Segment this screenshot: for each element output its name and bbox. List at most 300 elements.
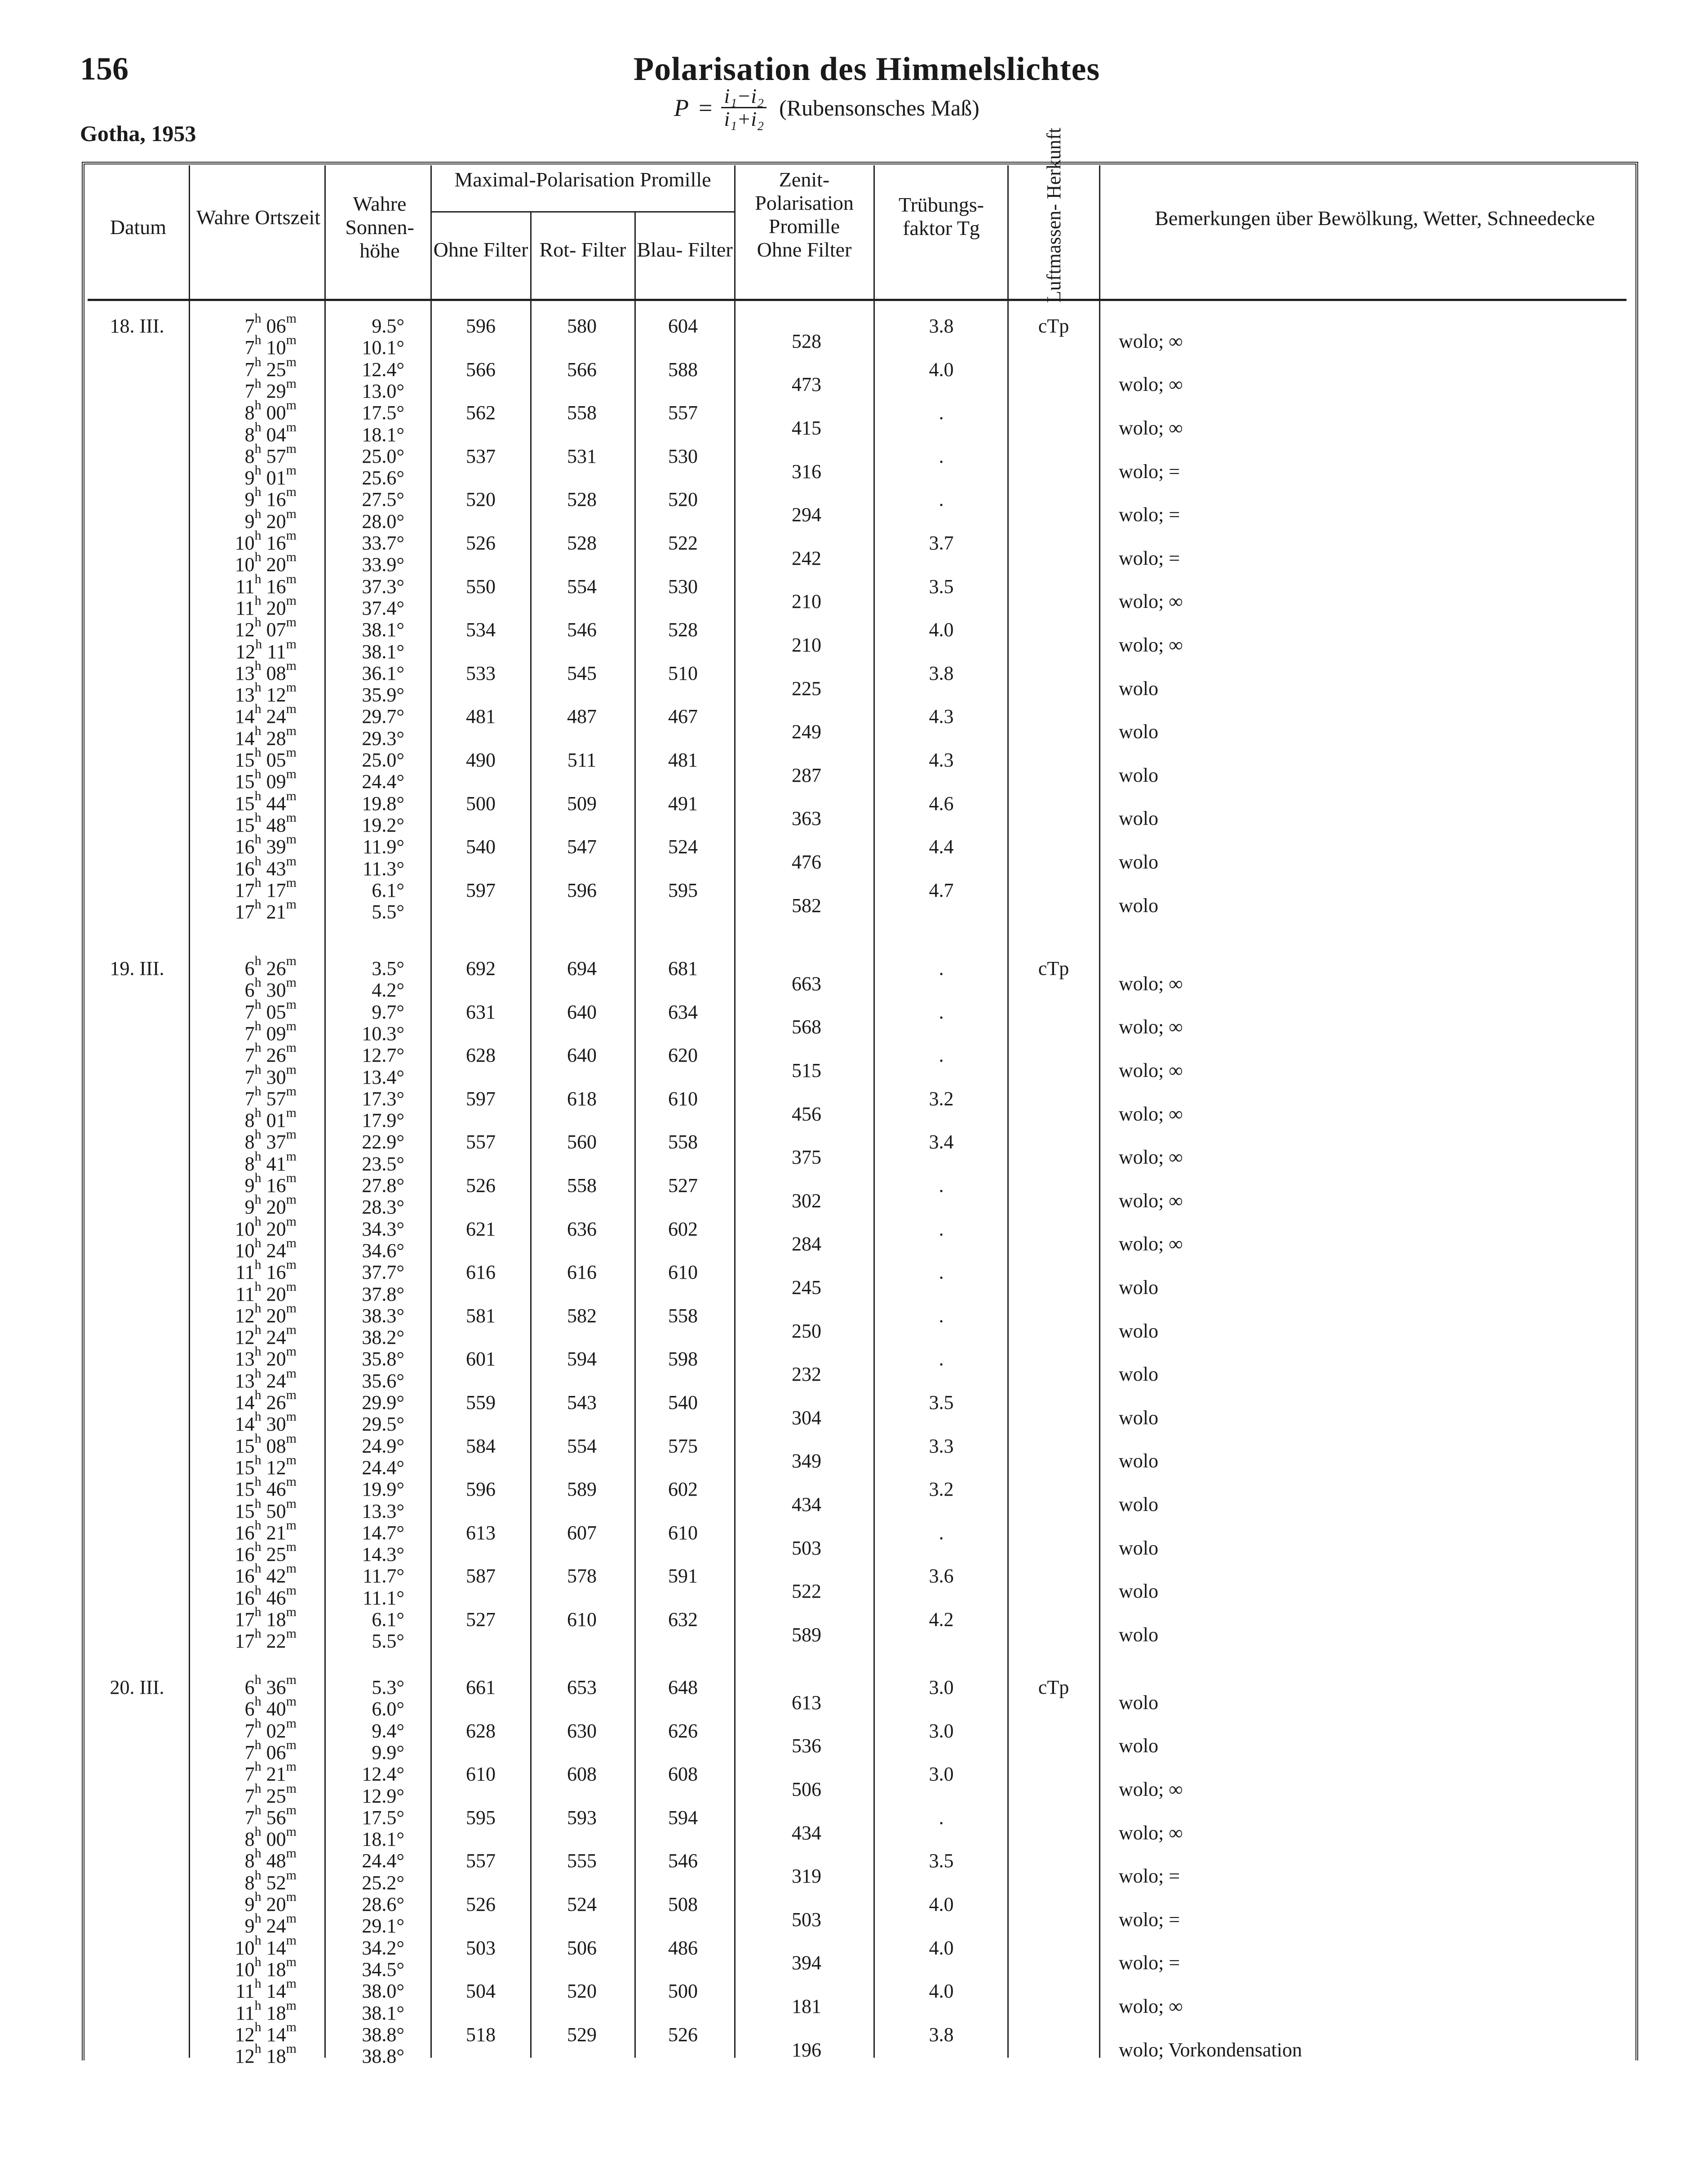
- zenit-cell: 589: [792, 1623, 821, 1646]
- zenit-cell: 287: [792, 764, 821, 786]
- time-cell: 16$^h$ 46$^m$: [235, 1582, 297, 1609]
- pol-ohne-cell: 610: [466, 1763, 496, 1785]
- pol-blau-cell: 608: [668, 1763, 698, 1785]
- header-rule: [88, 299, 1626, 301]
- sun-height-cell: 6.1°: [372, 879, 404, 901]
- airmass-label: cTp: [1038, 315, 1069, 337]
- sun-height-cell: 34.3°: [362, 1218, 404, 1240]
- pol-rot-cell: 524: [567, 1893, 597, 1915]
- truebung-cell: .: [939, 1261, 944, 1284]
- airmass-label: cTp: [1038, 957, 1069, 979]
- pol-blau-cell: 481: [668, 749, 698, 771]
- bemerkung-cell: wolo: [1119, 721, 1158, 743]
- sun-height-cell: 5.3°: [372, 1676, 404, 1698]
- header-maxpol: Maximal-Polarisation Promille: [454, 168, 711, 191]
- bemerkung-cell: wolo: [1119, 1276, 1158, 1298]
- truebung-cell: .: [939, 445, 944, 467]
- page-number: 156: [80, 51, 129, 87]
- bemerkung-cell: wolo; Vorkondensation: [1119, 2038, 1302, 2061]
- sun-height-cell: 12.4°: [362, 358, 404, 381]
- sun-height-cell: 17.5°: [362, 1806, 404, 1829]
- truebung-cell: 4.0: [929, 1893, 954, 1915]
- pol-ohne-cell: 628: [466, 1719, 496, 1742]
- time-cell: 15$^h$ 50$^m$: [235, 1496, 297, 1522]
- time-cell: 12$^h$ 07$^m$: [235, 615, 297, 641]
- time-cell: 8$^h$ 04$^m$: [244, 419, 297, 446]
- time-cell: 15$^h$ 44$^m$: [235, 788, 297, 815]
- pol-blau-cell: 610: [668, 1521, 698, 1544]
- time-cell: 9$^h$ 16$^m$: [244, 1170, 297, 1196]
- bemerkung-cell: wolo; =: [1119, 1908, 1180, 1931]
- pol-ohne-cell: 526: [466, 1893, 496, 1915]
- zenit-cell: 473: [792, 373, 821, 396]
- pol-rot-cell: 608: [567, 1763, 597, 1785]
- time-cell: 8$^h$ 48$^m$: [244, 1846, 297, 1872]
- group-rule: [430, 211, 734, 213]
- sun-height-cell: 19.9°: [362, 1478, 404, 1501]
- pol-blau-cell: 527: [668, 1174, 698, 1196]
- time-cell: 9$^h$ 20$^m$: [244, 1889, 297, 1915]
- bemerkung-cell: wolo; ∞: [1119, 417, 1183, 439]
- formula-eq: =: [699, 94, 713, 121]
- truebung-cell: 3.2: [929, 1087, 954, 1110]
- time-cell: 9$^h$ 01$^m$: [244, 463, 297, 489]
- pol-rot-cell: 618: [567, 1087, 597, 1110]
- time-cell: 8$^h$ 41$^m$: [244, 1148, 297, 1175]
- time-cell: 8$^h$ 00$^m$: [244, 1824, 297, 1851]
- truebung-cell: .: [939, 1044, 944, 1067]
- sun-height-cell: 37.7°: [362, 1261, 404, 1284]
- zenit-cell: 302: [792, 1189, 821, 1212]
- sun-height-cell: 18.1°: [362, 1828, 404, 1851]
- pol-blau-cell: 602: [668, 1478, 698, 1501]
- pol-ohne-cell: 628: [466, 1044, 496, 1067]
- pol-blau-cell: 558: [668, 1131, 698, 1153]
- time-cell: 15$^h$ 09$^m$: [235, 766, 297, 793]
- time-cell: 11$^h$ 18$^m$: [235, 1998, 297, 2024]
- pol-blau-cell: 610: [668, 1261, 698, 1284]
- time-cell: 14$^h$ 28$^m$: [235, 723, 297, 749]
- bemerkung-cell: wolo; ∞: [1119, 1146, 1183, 1169]
- sun-height-cell: 13.0°: [362, 380, 404, 402]
- bemerkung-cell: wolo: [1119, 1735, 1158, 1757]
- bemerkung-cell: wolo: [1119, 1450, 1158, 1472]
- pol-blau-cell: 681: [668, 957, 698, 979]
- zenit-cell: 225: [792, 677, 821, 700]
- truebung-cell: 3.6: [929, 1565, 954, 1587]
- time-cell: 12$^h$ 24$^m$: [235, 1322, 297, 1349]
- bemerkung-cell: wolo; ∞: [1119, 1821, 1183, 1844]
- header-rot-filter: Rot- Filter: [539, 238, 626, 261]
- pol-blau-cell: 467: [668, 705, 698, 728]
- airmass-label: cTp: [1038, 1676, 1069, 1698]
- zenit-cell: 242: [792, 547, 821, 569]
- sun-height-cell: 37.4°: [362, 597, 404, 619]
- sun-height-cell: 22.9°: [362, 1131, 404, 1153]
- col-sep: [1007, 165, 1009, 2058]
- header-zenit-ohne-filter: Ohne Filter: [757, 238, 852, 261]
- pol-ohne-cell: 481: [466, 705, 496, 728]
- pol-rot-cell: 506: [567, 1936, 597, 1959]
- truebung-cell: 3.0: [929, 1763, 954, 1785]
- page-title: Polarisation des Himmelslichtes: [634, 51, 1100, 88]
- sun-height-cell: 3.5°: [372, 957, 404, 979]
- time-cell: 7$^h$ 56$^m$: [244, 1802, 297, 1829]
- pol-ohne-cell: 550: [466, 575, 496, 598]
- pol-rot-cell: 543: [567, 1391, 597, 1413]
- pol-ohne-cell: 621: [466, 1218, 496, 1240]
- sun-height-cell: 29.9°: [362, 1391, 404, 1413]
- pol-rot-cell: 640: [567, 1001, 597, 1023]
- bemerkung-cell: wolo; =: [1119, 1952, 1180, 1974]
- zenit-cell: 210: [792, 634, 821, 656]
- bemerkung-cell: wolo; ∞: [1119, 373, 1183, 396]
- time-cell: 13$^h$ 24$^m$: [235, 1365, 297, 1392]
- bemerkung-cell: wolo: [1119, 1537, 1158, 1559]
- pol-rot-cell: 589: [567, 1478, 597, 1501]
- pol-blau-cell: 546: [668, 1850, 698, 1872]
- pol-blau-cell: 500: [668, 1980, 698, 2002]
- pol-blau-cell: 588: [668, 358, 698, 381]
- pol-rot-cell: 636: [567, 1218, 597, 1240]
- time-cell: 8$^h$ 01$^m$: [244, 1105, 297, 1132]
- pol-ohne-cell: 596: [466, 1478, 496, 1501]
- formula-denominator: i₁+i₂: [724, 107, 764, 131]
- bemerkung-cell: wolo; ∞: [1119, 1059, 1183, 1081]
- sun-height-cell: 34.6°: [362, 1239, 404, 1262]
- formula-note: (Rubensonsches Maß): [779, 95, 979, 120]
- pol-rot-cell: 616: [567, 1261, 597, 1284]
- zenit-cell: 210: [792, 590, 821, 613]
- sun-height-cell: 33.7°: [362, 532, 404, 554]
- time-cell: 10$^h$ 20$^m$: [235, 549, 297, 576]
- time-cell: 6$^h$ 26$^m$: [244, 953, 297, 979]
- zenit-cell: 232: [792, 1363, 821, 1386]
- zenit-cell: 319: [792, 1865, 821, 1887]
- time-cell: 15$^h$ 46$^m$: [235, 1474, 297, 1501]
- pol-ohne-cell: 534: [466, 619, 496, 641]
- pol-ohne-cell: 597: [466, 1087, 496, 1110]
- pol-ohne-cell: 527: [466, 1608, 496, 1630]
- sun-height-cell: 9.4°: [372, 1719, 404, 1742]
- pol-ohne-cell: 601: [466, 1348, 496, 1370]
- sun-height-cell: 35.6°: [362, 1369, 404, 1392]
- date-label: 20. III.: [110, 1676, 164, 1698]
- time-cell: 15$^h$ 48$^m$: [235, 810, 297, 836]
- zenit-cell: 181: [792, 1995, 821, 2017]
- truebung-cell: 3.8: [929, 662, 954, 684]
- header-sonnenhoehe: Wahre Sonnen- höhe: [345, 192, 414, 262]
- pol-rot-cell: 630: [567, 1719, 597, 1742]
- pol-ohne-cell: 562: [466, 402, 496, 424]
- date-label: 19. III.: [110, 957, 164, 979]
- pol-blau-cell: 530: [668, 575, 698, 598]
- pol-blau-cell: 540: [668, 1391, 698, 1413]
- truebung-cell: 4.4: [929, 836, 954, 858]
- time-cell: 14$^h$ 26$^m$: [235, 1387, 297, 1413]
- sun-height-cell: 37.3°: [362, 575, 404, 598]
- sun-height-cell: 17.9°: [362, 1109, 404, 1132]
- time-cell: 15$^h$ 05$^m$: [235, 745, 297, 771]
- time-cell: 7$^h$ 29$^m$: [244, 376, 297, 402]
- sun-height-cell: 29.5°: [362, 1413, 404, 1435]
- sun-height-cell: 35.9°: [362, 684, 404, 706]
- zenit-cell: 434: [792, 1493, 821, 1515]
- pol-blau-cell: 634: [668, 1001, 698, 1023]
- col-sep: [1099, 165, 1100, 2058]
- date-label: 18. III.: [110, 315, 164, 337]
- pol-ohne-cell: 526: [466, 532, 496, 554]
- sun-height-cell: 14.7°: [362, 1521, 404, 1544]
- pol-blau-cell: 510: [668, 662, 698, 684]
- place-year: Gotha, 1953: [80, 121, 196, 146]
- pol-ohne-cell: 584: [466, 1435, 496, 1457]
- pol-ohne-cell: 557: [466, 1850, 496, 1872]
- sun-height-cell: 34.5°: [362, 1958, 404, 1980]
- sun-height-cell: 35.8°: [362, 1348, 404, 1370]
- bemerkung-cell: wolo: [1119, 764, 1158, 786]
- pol-ohne-cell: 631: [466, 1001, 496, 1023]
- sun-height-cell: 10.3°: [362, 1022, 404, 1045]
- zenit-cell: 476: [792, 851, 821, 873]
- sun-height-cell: 23.5°: [362, 1152, 404, 1175]
- pol-ohne-cell: 661: [466, 1676, 496, 1698]
- pol-blau-cell: 526: [668, 2023, 698, 2046]
- time-cell: 17$^h$ 17$^m$: [235, 875, 297, 901]
- bemerkung-cell: wolo: [1119, 807, 1158, 830]
- sun-height-cell: 11.1°: [363, 1586, 404, 1609]
- pol-rot-cell: 560: [567, 1131, 597, 1153]
- zenit-cell: 663: [792, 972, 821, 995]
- pol-ohne-cell: 504: [466, 1980, 496, 2002]
- pol-rot-cell: 546: [567, 619, 597, 641]
- sun-height-cell: 11.7°: [363, 1565, 404, 1587]
- time-cell: 17$^h$ 21$^m$: [235, 897, 297, 923]
- time-cell: 9$^h$ 20$^m$: [244, 506, 297, 532]
- pol-ohne-cell: 597: [466, 879, 496, 901]
- bemerkung-cell: wolo; ∞: [1119, 1233, 1183, 1255]
- truebung-cell: 3.2: [929, 1478, 954, 1501]
- pol-blau-cell: 558: [668, 1304, 698, 1327]
- pol-rot-cell: 520: [567, 1980, 597, 2002]
- bemerkung-cell: wolo: [1119, 851, 1158, 873]
- pol-blau-cell: 486: [668, 1936, 698, 1959]
- time-cell: 11$^h$ 20$^m$: [235, 593, 297, 619]
- time-cell: 15$^h$ 08$^m$: [235, 1431, 297, 1457]
- time-cell: 7$^h$ 05$^m$: [244, 997, 297, 1023]
- pol-rot-cell: 487: [567, 705, 597, 728]
- time-cell: 8$^h$ 37$^m$: [244, 1127, 297, 1153]
- sun-height-cell: 33.9°: [362, 554, 404, 576]
- pol-rot-cell: 653: [567, 1676, 597, 1698]
- time-cell: 13$^h$ 12$^m$: [235, 680, 297, 706]
- time-cell: 7$^h$ 09$^m$: [244, 1018, 297, 1045]
- formula-lhs: P: [674, 94, 689, 121]
- time-cell: 10$^h$ 14$^m$: [235, 1932, 297, 1959]
- sun-height-cell: 17.3°: [362, 1087, 404, 1110]
- time-cell: 11$^h$ 14$^m$: [235, 1976, 297, 2002]
- pol-blau-cell: 610: [668, 1087, 698, 1110]
- truebung-cell: 3.7: [929, 532, 954, 554]
- pol-ohne-cell: 537: [466, 445, 496, 467]
- sun-height-cell: 34.2°: [362, 1936, 404, 1959]
- pol-blau-cell: 602: [668, 1218, 698, 1240]
- col-sep: [324, 165, 326, 2058]
- pol-rot-cell: 578: [567, 1565, 597, 1587]
- time-cell: 7$^h$ 06$^m$: [244, 311, 297, 337]
- time-cell: 7$^h$ 10$^m$: [244, 332, 297, 359]
- pol-ohne-cell: 581: [466, 1304, 496, 1327]
- pol-rot-cell: 558: [567, 402, 597, 424]
- pol-rot-cell: 545: [567, 662, 597, 684]
- truebung-cell: .: [939, 1348, 944, 1370]
- pol-ohne-cell: 533: [466, 662, 496, 684]
- sun-height-cell: 12.9°: [362, 1785, 404, 1807]
- pol-rot-cell: 555: [567, 1850, 597, 1872]
- pol-ohne-cell: 692: [466, 957, 496, 979]
- time-cell: 17$^h$ 22$^m$: [235, 1626, 297, 1652]
- sun-height-cell: 28.3°: [362, 1196, 404, 1218]
- header-ohne-filter: Ohne Filter: [433, 238, 528, 261]
- time-cell: 7$^h$ 06$^m$: [244, 1737, 297, 1763]
- bemerkung-cell: wolo; =: [1119, 547, 1180, 569]
- sun-height-cell: 6.0°: [372, 1698, 404, 1720]
- bemerkung-cell: wolo; =: [1119, 460, 1180, 483]
- zenit-cell: 304: [792, 1406, 821, 1429]
- pol-ohne-cell: 616: [466, 1261, 496, 1284]
- sun-height-cell: 36.1°: [362, 662, 404, 684]
- truebung-cell: .: [939, 488, 944, 511]
- pol-blau-cell: 626: [668, 1719, 698, 1742]
- pol-ohne-cell: 566: [466, 358, 496, 381]
- zenit-cell: 245: [792, 1276, 821, 1298]
- truebung-cell: .: [939, 1218, 944, 1240]
- bemerkung-cell: wolo: [1119, 1320, 1158, 1342]
- zenit-cell: 528: [792, 330, 821, 352]
- truebung-cell: 4.0: [929, 619, 954, 641]
- pol-blau-cell: 598: [668, 1348, 698, 1370]
- truebung-cell: 3.8: [929, 315, 954, 337]
- zenit-cell: 294: [792, 504, 821, 526]
- truebung-cell: 3.5: [929, 575, 954, 598]
- formula-numerator: i₁−i₂: [721, 85, 767, 108]
- sun-height-cell: 29.1°: [362, 1915, 404, 1937]
- bemerkung-cell: wolo; ∞: [1119, 972, 1183, 995]
- zenit-cell: 375: [792, 1146, 821, 1169]
- pol-ohne-cell: 559: [466, 1391, 496, 1413]
- bemerkung-cell: wolo; ∞: [1119, 1778, 1183, 1800]
- header-ortszeit: Wahre Ortszeit: [196, 206, 320, 229]
- sun-height-cell: 6.1°: [372, 1608, 404, 1630]
- pol-rot-cell: 528: [567, 488, 597, 511]
- time-cell: 13$^h$ 08$^m$: [235, 658, 297, 684]
- time-cell: 11$^h$ 16$^m$: [235, 571, 297, 598]
- sun-height-cell: 17.5°: [362, 402, 404, 424]
- time-cell: 10$^h$ 24$^m$: [235, 1235, 297, 1262]
- sun-height-cell: 27.8°: [362, 1174, 404, 1196]
- time-cell: 9$^h$ 20$^m$: [244, 1192, 297, 1218]
- sun-height-cell: 12.7°: [362, 1044, 404, 1067]
- time-cell: 16$^h$ 39$^m$: [235, 832, 297, 858]
- header-bemerkungen: Bemerkungen über Bewölkung, Wetter, Schneedecke: [1155, 207, 1595, 230]
- bemerkung-cell: wolo; ∞: [1119, 590, 1183, 613]
- pol-blau-cell: 604: [668, 315, 698, 337]
- pol-ohne-cell: 503: [466, 1936, 496, 1959]
- sun-height-cell: 38.8°: [362, 2023, 404, 2046]
- zenit-cell: 363: [792, 807, 821, 830]
- pol-rot-cell: 607: [567, 1521, 597, 1544]
- sun-height-cell: 25.6°: [362, 467, 404, 489]
- pol-blau-cell: 524: [668, 836, 698, 858]
- sun-height-cell: 28.6°: [362, 1893, 404, 1915]
- truebung-cell: .: [939, 1174, 944, 1196]
- truebung-cell: 4.0: [929, 1980, 954, 2002]
- pol-rot-cell: 511: [567, 749, 597, 771]
- pol-rot-cell: 610: [567, 1608, 597, 1630]
- sun-height-cell: 11.3°: [363, 857, 404, 880]
- bemerkung-cell: wolo; ∞: [1119, 1189, 1183, 1212]
- time-cell: 16$^h$ 43$^m$: [235, 853, 297, 880]
- truebung-cell: .: [939, 1304, 944, 1327]
- bemerkung-cell: wolo; ∞: [1119, 1995, 1183, 2017]
- bemerkung-cell: wolo: [1119, 677, 1158, 700]
- sun-height-cell: 5.5°: [372, 1630, 404, 1652]
- time-cell: 14$^h$ 24$^m$: [235, 701, 297, 728]
- sun-height-cell: 25.0°: [362, 445, 404, 467]
- time-cell: 16$^h$ 42$^m$: [235, 1561, 297, 1587]
- truebung-cell: 3.5: [929, 1391, 954, 1413]
- sun-height-cell: 9.5°: [372, 315, 404, 337]
- bemerkung-cell: wolo; =: [1119, 1865, 1180, 1887]
- time-cell: 11$^h$ 20$^m$: [235, 1279, 297, 1305]
- truebung-cell: 3.4: [929, 1131, 954, 1153]
- pol-ohne-cell: 596: [466, 315, 496, 337]
- zenit-cell: 503: [792, 1908, 821, 1931]
- time-cell: 7$^h$ 30$^m$: [244, 1062, 297, 1088]
- time-cell: 6$^h$ 40$^m$: [244, 1694, 297, 1720]
- zenit-cell: 568: [792, 1016, 821, 1038]
- zenit-cell: 415: [792, 417, 821, 439]
- pol-ohne-cell: 540: [466, 836, 496, 858]
- time-cell: 8$^h$ 52$^m$: [244, 1867, 297, 1894]
- zenit-cell: 506: [792, 1778, 821, 1800]
- time-cell: 16$^h$ 21$^m$: [235, 1517, 297, 1544]
- zenit-cell: 503: [792, 1537, 821, 1559]
- truebung-cell: 3.0: [929, 1719, 954, 1742]
- time-cell: 7$^h$ 02$^m$: [244, 1715, 297, 1742]
- sun-height-cell: 13.4°: [362, 1066, 404, 1088]
- truebung-cell: 4.7: [929, 879, 954, 901]
- time-cell: 12$^h$ 14$^m$: [235, 2019, 297, 2046]
- time-cell: 8$^h$ 57$^m$: [244, 441, 297, 467]
- sun-height-cell: 13.3°: [362, 1500, 404, 1522]
- sun-height-cell: 19.8°: [362, 792, 404, 815]
- truebung-cell: 3.5: [929, 1850, 954, 1872]
- header-zenit: Zenit- Polarisation Promille: [755, 168, 854, 238]
- pol-rot-cell: 554: [567, 1435, 597, 1457]
- time-cell: 14$^h$ 30$^m$: [235, 1409, 297, 1435]
- sun-height-cell: 27.5°: [362, 488, 404, 511]
- pol-ohne-cell: 526: [466, 1174, 496, 1196]
- bemerkung-cell: wolo: [1119, 894, 1158, 917]
- zenit-cell: 250: [792, 1320, 821, 1342]
- truebung-cell: 4.3: [929, 749, 954, 771]
- col-sep: [734, 165, 736, 2058]
- zenit-cell: 284: [792, 1233, 821, 1255]
- time-cell: 9$^h$ 24$^m$: [244, 1911, 297, 1937]
- sun-height-cell: 38.0°: [362, 1980, 404, 2002]
- time-cell: 12$^h$ 20$^m$: [235, 1300, 297, 1327]
